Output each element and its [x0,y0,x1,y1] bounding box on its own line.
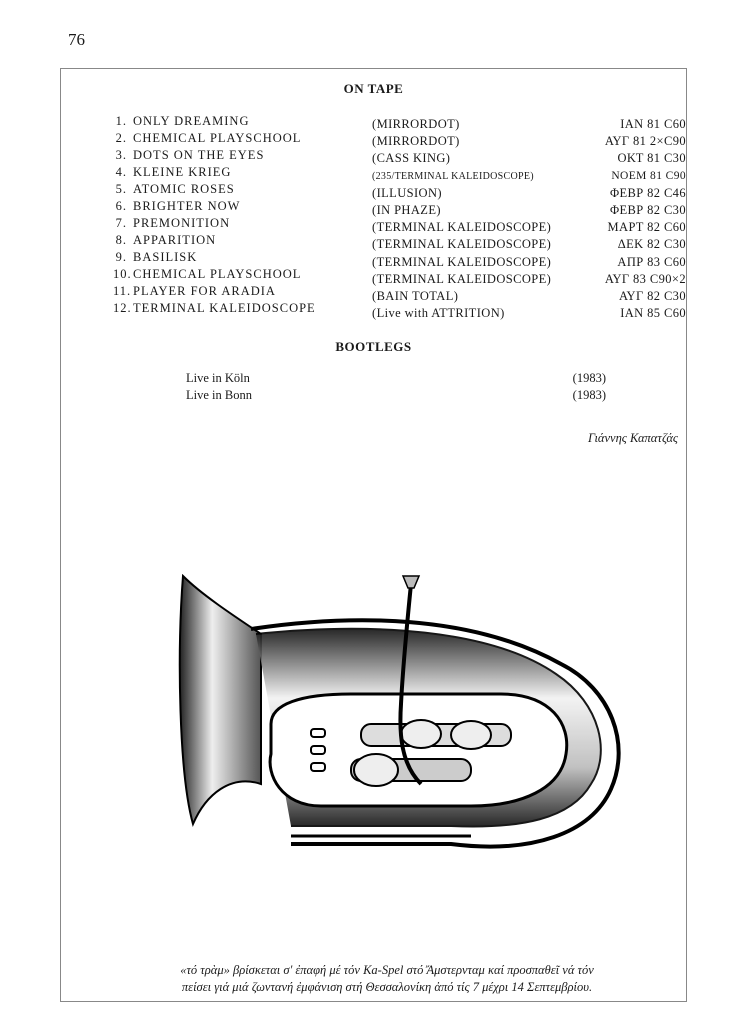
track-number: 4. [115,165,127,179]
track-number: 5. [115,182,127,196]
list-item [113,147,316,164]
source-row [372,116,686,133]
source-date: ΑΥΓ 81 2×C90 [604,134,686,149]
source-label: (ILLUSION) [372,185,442,200]
source-label: (TERMINAL KALEIDOSCOPE) [372,254,552,269]
article-frame [60,68,687,1002]
list-item [113,249,316,266]
bootleg-label: Live in Bonn [186,388,252,402]
track-number: 9. [115,250,127,264]
source-date: ΙΑΝ 81 C60 [620,117,686,131]
track-number: 7. [115,216,127,230]
source-date: ΟΚΤ 81 C30 [617,151,686,166]
list-item [186,387,606,404]
source-label: (BAIN TOTAL) [372,289,459,304]
list-item [113,130,316,147]
source-date: ΦΕΒΡ 82 C30 [609,203,686,218]
track-number: 2. [115,131,127,145]
source-row [372,133,686,150]
source-date: ΜΑΡΤ 82 C60 [607,220,686,235]
source-label: (IN PHAZE) [372,203,441,218]
source-label: (TERMINAL KALEIDOSCOPE) [372,220,552,235]
source-label: (Live with ATTRITION) [372,306,505,321]
source-label: (235/TERMINAL KALEIDOSCOPE) [372,170,534,182]
track-number: 10. [113,267,132,281]
bootleg-year: (1983) [572,388,606,402]
track-title: CHEMICAL PLAYSCHOOL [133,131,302,145]
track-title: DOTS ON THE EYES [133,148,265,162]
list-item [113,232,316,249]
source-list [372,116,686,322]
track-title: KLEINE KRIEG [133,165,232,179]
track-title: ONLY DREAMING [133,114,250,128]
track-title: CHEMICAL PLAYSCHOOL [133,267,302,281]
track-title: ATOMIC ROSES [133,182,235,196]
list-item [186,370,606,387]
source-date: ΑΠΡ 83 C60 [617,254,686,269]
track-number: 3. [115,148,127,162]
source-row [372,185,686,202]
track-title: BASILISK [133,250,198,264]
author-signature: Γιάννης Καπατζάς [588,431,678,445]
track-title: PREMONITION [133,216,231,230]
source-label: (TERMINAL KALEIDOSCOPE) [372,237,552,252]
track-number: 12. [113,301,132,315]
source-row [372,219,686,236]
source-row [372,150,686,167]
caption-line: «τό τρὰμ» βρίσκεται σ' ἐπαφή μέ τόν Ka-Spel στό Ἄμστερνταμ καί προσπαθεῖ νά τόν [180,963,594,977]
track-number: 8. [115,233,127,247]
source-date: ΝΟΕΜ 81 C90 [611,169,686,182]
source-label: (TERMINAL KALEIDOSCOPE) [372,271,552,286]
page-number: 76 [68,30,85,49]
tuba-illustration [171,574,631,869]
list-item [113,300,316,317]
source-date: ΑΥΓ 82 C30 [619,289,686,304]
bootleg-list [186,370,606,404]
source-row [372,305,686,322]
source-row [372,254,686,271]
caption [97,962,677,996]
track-number: 6. [115,199,127,213]
list-item [113,198,316,215]
track-list [113,113,316,317]
bootlegs-heading: BOOTLEGS [335,339,412,354]
source-date: ΙΑΝ 85 C60 [620,306,686,321]
source-row [372,168,686,185]
track-number: 11. [113,284,132,298]
list-item [113,266,316,283]
source-row [372,202,686,219]
track-title: BRIGHTER NOW [133,199,241,213]
caption-line: πείσει γιά μιά ζωντανή ἐμφάνιση στή Θεσσαλονίκη ἀπό τίς 7 μέχρι 14 Σεπτεμβρίου. [181,980,593,994]
track-title: APPARITION [133,233,217,247]
source-row [372,236,686,253]
source-row [372,271,686,288]
list-item [113,181,316,198]
bootleg-year: (1983) [572,371,606,385]
bootleg-label: Live in Köln [186,371,250,385]
list-item [113,164,316,181]
on-tape-heading: ON TAPE [343,81,404,96]
source-label: (MIRRORDOT) [372,117,460,131]
list-item [113,215,316,232]
source-date: ΑΥΓ 83 C90×2 [604,271,686,286]
list-item [113,113,316,130]
source-date: ΔΕΚ 82 C30 [617,237,686,252]
track-number: 1. [115,114,127,128]
source-date: ΦΕΒΡ 82 C46 [609,185,686,200]
track-title: PLAYER FOR ARADIA [133,284,276,298]
track-title: TERMINAL KALEIDOSCOPE [133,301,316,315]
source-label: (MIRRORDOT) [372,134,460,149]
source-row [372,288,686,305]
source-label: (CASS KING) [372,151,451,166]
list-item [113,283,316,300]
